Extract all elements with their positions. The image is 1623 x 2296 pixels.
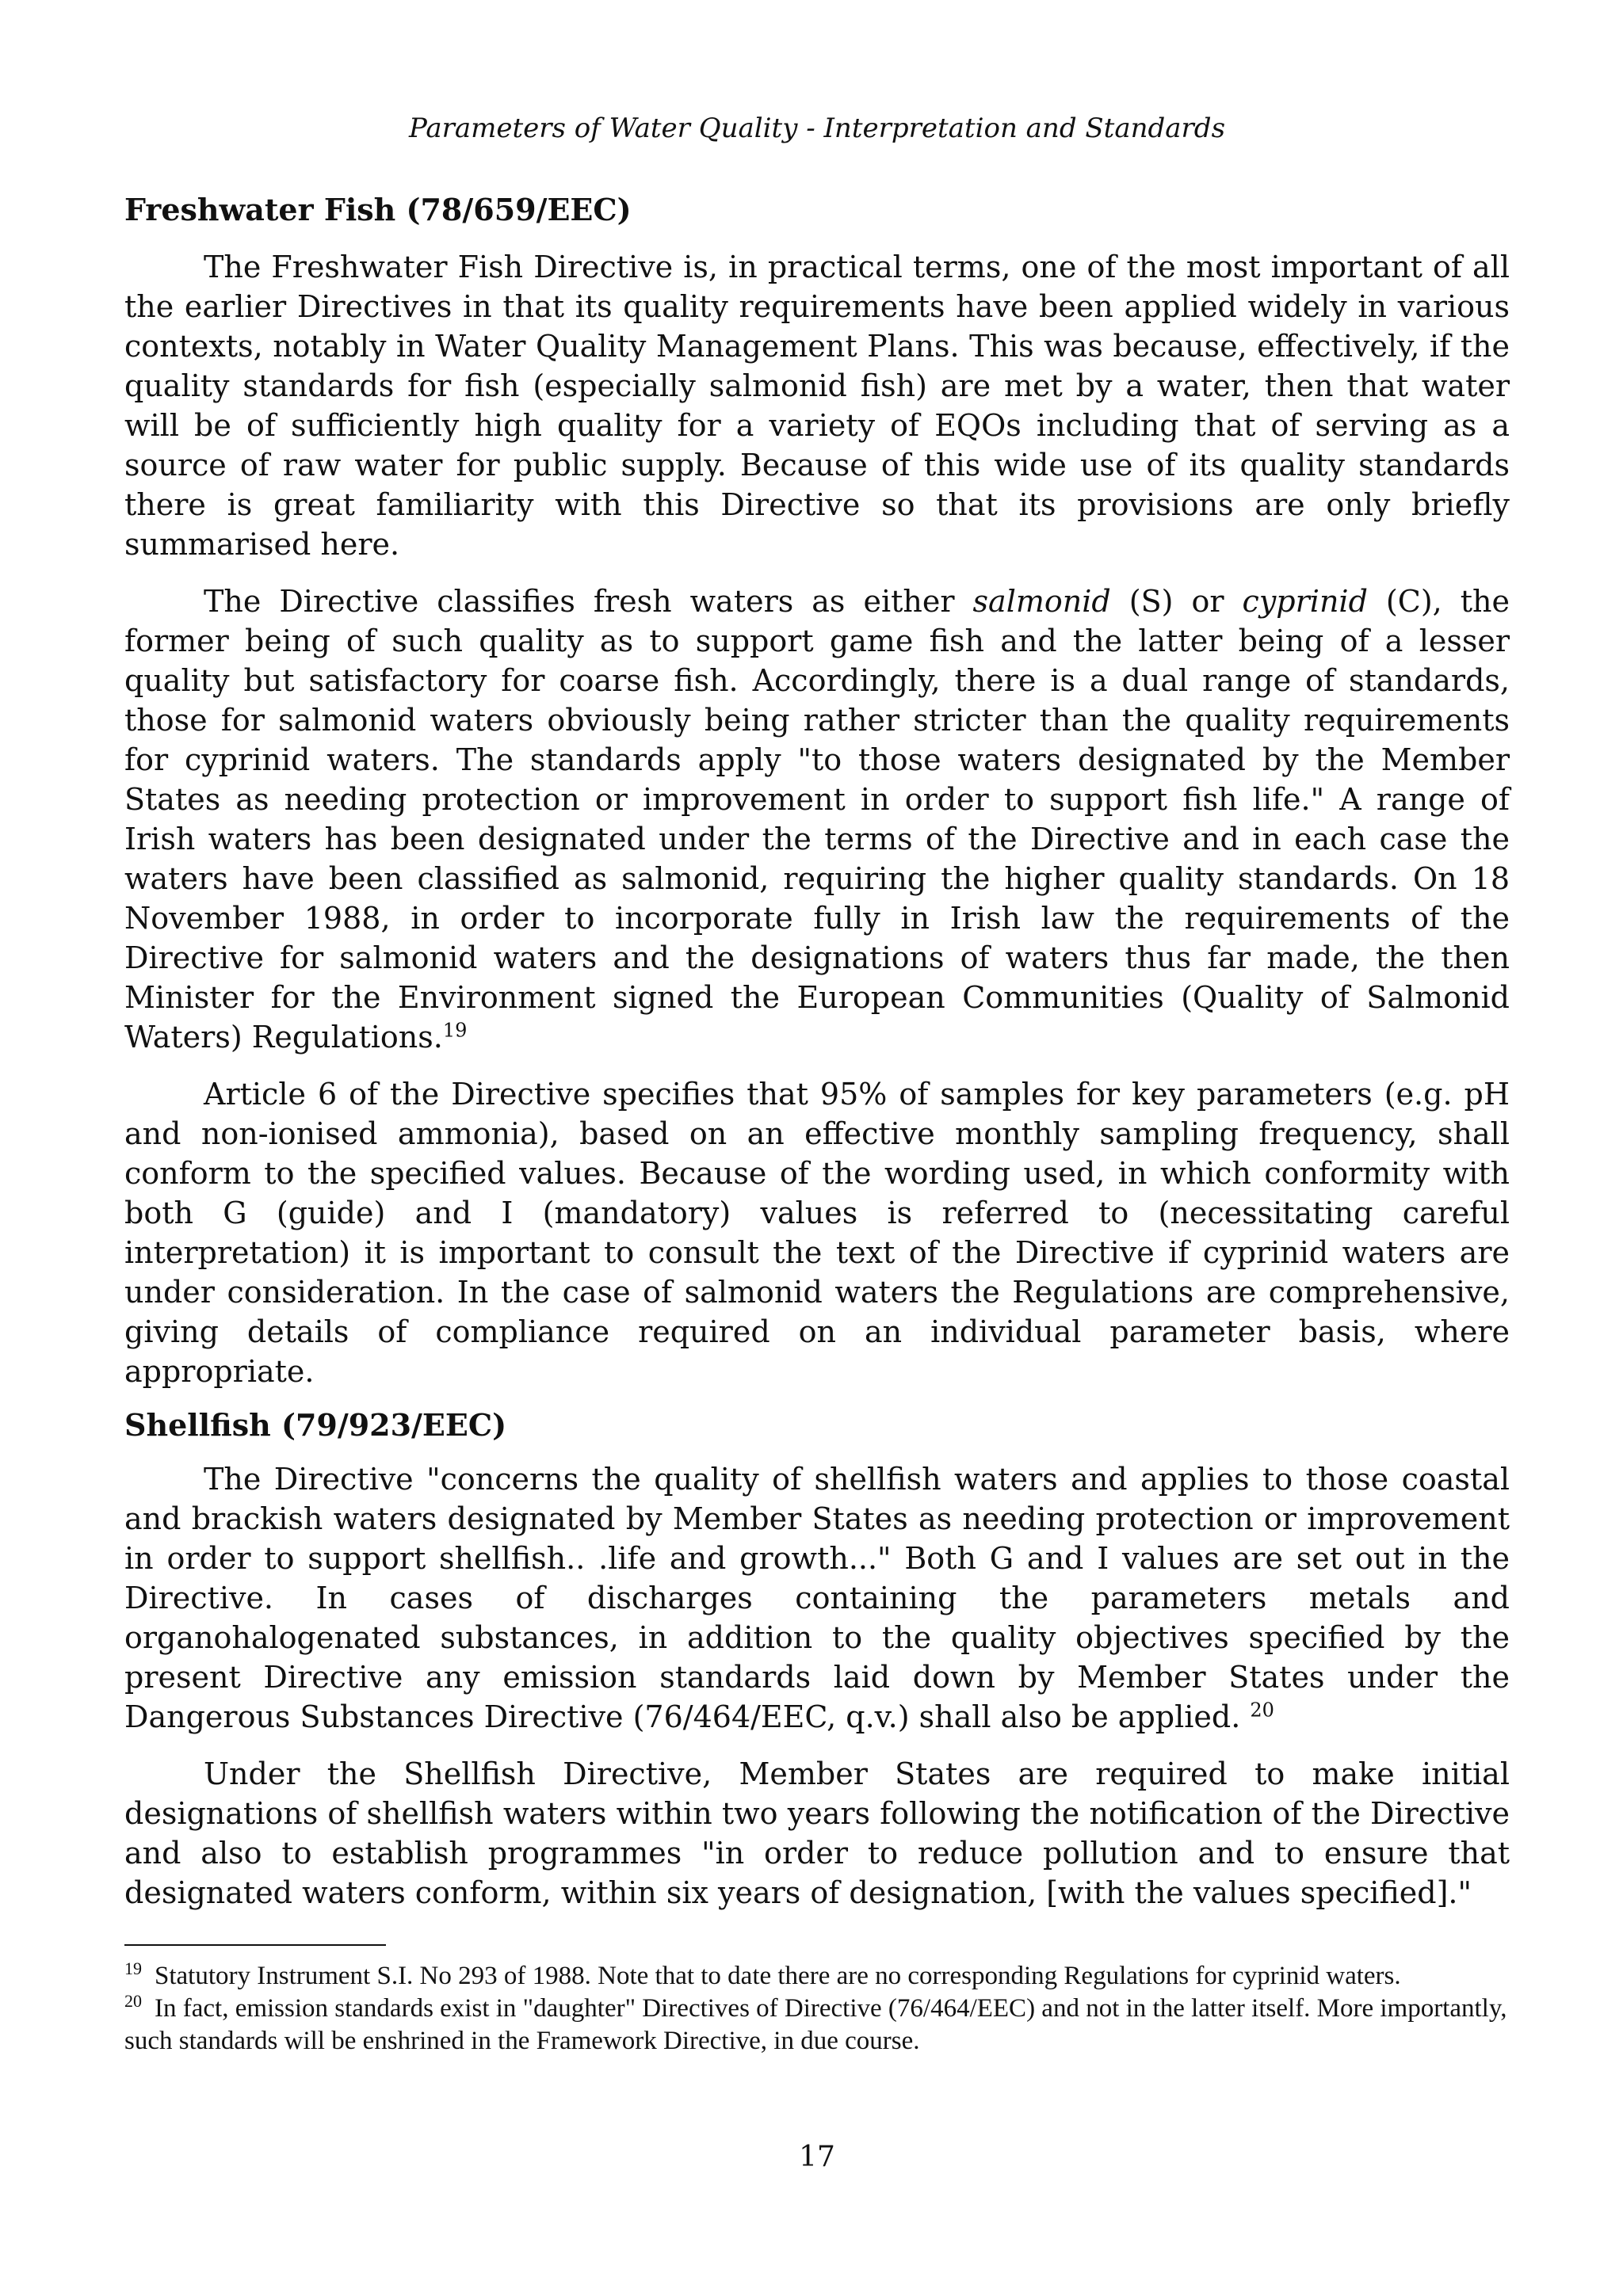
section-heading-freshwater-fish: Freshwater Fish (78/659/EEC)	[124, 192, 632, 227]
paragraph-text: (S) or	[1110, 584, 1243, 619]
paragraph-text: Article 6 of the Directive specifies that 95% of samples for key parameters (e.g. pH and non-ionised ammonia), based on an effective monthly sampling frequency, shall conform to the specified values. Because of the wording used, in which conformity with both G (guide) and I (mandatory) values is referred to (necessitating careful interpretation) it is important to consult the text of the Directive if cyprinid waters are under consideration. In the case of salmonid waters the Regulations are comprehensive, giving details of compliance required on an individual parameter basis, where appropriate.	[124, 1077, 1510, 1389]
footnote-divider	[124, 1944, 386, 1946]
footnote-text: In fact, emission standards exist in "daughter" Directives of Directive (76/464/EEC) and not in the latter itself. More importantly, such standards will be enshrined in the Framework Directive, in due course.	[124, 1994, 1507, 2055]
shellfish-body	[124, 1459, 1510, 1930]
footnote-reference: 19	[442, 1019, 468, 1042]
term-cyprinid: cyprinid	[1242, 584, 1368, 619]
running-header: Parameters of Water Quality - Interpretation and Standards	[408, 113, 1226, 144]
paragraph	[124, 247, 1510, 564]
paragraph-text: The Directive classifies fresh waters as either	[204, 584, 973, 619]
term-salmonid: salmonid	[972, 584, 1111, 619]
paragraph-text: Under the Shellfish Directive, Member States are required to make initial designations of shellfish waters within two years following the notification of the Directive and also to establish programmes "in order to reduce pollution and to ensure that designated waters conform, within six years of designation, [with the values specified]."	[124, 1756, 1510, 1910]
paragraph	[124, 1074, 1510, 1391]
footnote-text: Statutory Instrument S.I. No 293 of 1988. Note that to date there are no corresponding Regulations for cyprinid waters.	[155, 1962, 1401, 1990]
footnote-19	[124, 1960, 1510, 1993]
footnote-20	[124, 1993, 1510, 2058]
section-heading-shellfish: Shellfish (79/923/EEC)	[124, 1407, 507, 1443]
paragraph-text: The Directive "concerns the quality of shellfish waters and applies to those coastal and brackish waters designated by Member States as needing protection or improvement in order to support shellfish.. .life and growth..." Both G and I values are set out in the Directive. In cases of discharges containing the parameters metals and organohalogenated substances, in addition to the quality objectives specified by the present Directive any emission standards laid down by Member States under the Dangerous Substances Directive (76/464/EEC, q.v.) shall also be applied.	[124, 1462, 1510, 1734]
paragraph	[124, 1754, 1510, 1913]
paragraph	[124, 1459, 1510, 1737]
footnote-number: 20	[124, 1991, 142, 2011]
footnotes	[124, 1960, 1510, 2058]
footnote-number: 19	[124, 1958, 142, 1978]
paragraph-text: (C), the former being of such quality as to support game fish and the latter being of a lesser quality but satisfactory for coarse fish. Accordingly, there is a dual range of standards, those for salmonid waters obviously being rather stricter than the quality requirements for cyprinid waters. The standards apply "to those waters designated by the Member States as needing protection or improvement in order to support fish life." A range of Irish waters has been designated under the terms of the Directive and in each case the waters have been classified as salmonid, requiring the higher quality standards. On 18 November 1988, in order to incorporate fully in Irish law the requirements of the Directive for salmonid waters and the designations of waters thus far made, the then Minister for the Environment signed the European Communities (Quality of Salmonid Waters) Regulations.	[124, 584, 1510, 1055]
paragraph	[124, 582, 1510, 1057]
paragraph-text: The Freshwater Fish Directive is, in practical terms, one of the most important of all the earlier Directives in that its quality requirements have been applied widely in various contexts, notably in Water Quality Management Plans. This was because, effectively, if the quality standards for fish (especially salmonid fish) are met by a water, then that water will be of sufficiently high quality for a variety of EQOs including that of serving as a source of raw water for public supply. Because of this wide use of its quality standards there is great familiarity with this Directive so that its provisions are only briefly summarised here.	[124, 250, 1510, 562]
freshwater-fish-body	[124, 247, 1510, 1409]
page-number: 17	[799, 2141, 835, 2173]
footnote-reference: 20	[1250, 1699, 1274, 1722]
